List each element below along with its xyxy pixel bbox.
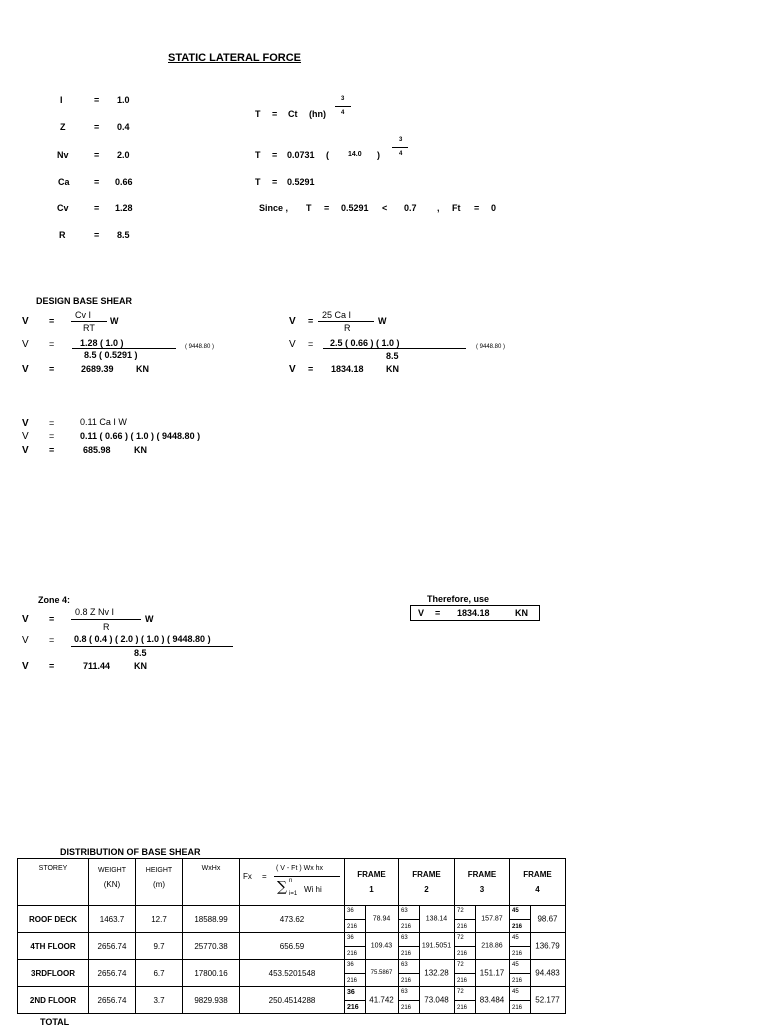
frame1-cell bbox=[345, 906, 399, 933]
v-symbol: V bbox=[418, 608, 425, 618]
header-label: WxHx bbox=[201, 865, 221, 872]
frame2-cell bbox=[399, 987, 455, 1014]
weight-symbol: W bbox=[378, 316, 387, 326]
substitution-denominator: 8.5 bbox=[134, 648, 147, 658]
equals-sign: = bbox=[49, 316, 55, 326]
ratio-top: 72 bbox=[457, 935, 464, 941]
v-symbol: V bbox=[22, 431, 29, 442]
col-frame1 bbox=[345, 859, 399, 906]
fraction-bar bbox=[72, 348, 176, 349]
ratio-bottom: 216 bbox=[512, 978, 523, 984]
equals-sign: = bbox=[474, 203, 480, 213]
header-number: 3 bbox=[479, 885, 485, 894]
v-symbol: V bbox=[22, 661, 29, 672]
equals-sign: = bbox=[435, 608, 441, 618]
total-label: TOTAL bbox=[40, 1017, 70, 1027]
frame-value: 75.5867 bbox=[370, 970, 393, 976]
ratio-bottom: 216 bbox=[457, 924, 468, 930]
summation-upper: n bbox=[289, 878, 293, 884]
period-symbol: T bbox=[255, 109, 261, 119]
ratio-box bbox=[399, 906, 420, 932]
header-label: STOREY bbox=[38, 865, 68, 872]
param-value: 1.0 bbox=[117, 95, 130, 105]
param-key: Cv bbox=[57, 203, 69, 213]
param-eq: = bbox=[94, 122, 100, 132]
frame3-cell bbox=[455, 960, 510, 987]
param-key: Z bbox=[60, 122, 66, 132]
equals-sign: = bbox=[272, 109, 278, 119]
equals-sign: = bbox=[308, 364, 314, 374]
frame2-cell bbox=[399, 960, 455, 987]
weight-cell: 1463.7 bbox=[89, 906, 136, 933]
storey-cell: 4TH FLOOR bbox=[18, 933, 89, 960]
fx-cell: 453.5201548 bbox=[240, 960, 345, 987]
substitution-numerator: 1.28 ( 1.0 ) bbox=[80, 338, 124, 348]
hn-value: 14.0 bbox=[348, 151, 362, 158]
summation-icon: ∑ bbox=[277, 879, 287, 895]
comma: , bbox=[437, 203, 440, 213]
ratio-bottom: 216 bbox=[512, 1005, 523, 1011]
zone-title: Zone 4: bbox=[38, 595, 71, 605]
ratio-bottom: 216 bbox=[401, 951, 412, 957]
exponent-numerator: 3 bbox=[399, 137, 403, 143]
v-symbol: V bbox=[22, 339, 29, 350]
param-key: Ca bbox=[58, 177, 70, 187]
col-fx bbox=[240, 859, 345, 906]
exponent-denominator: 4 bbox=[399, 151, 403, 157]
header-label: FRAME bbox=[412, 870, 441, 879]
v-symbol: V bbox=[22, 418, 29, 429]
ratio-bottom: 216 bbox=[347, 924, 358, 930]
result-value: 685.98 bbox=[83, 445, 111, 455]
frame-value: 109.43 bbox=[370, 942, 393, 950]
header-unit: (KN) bbox=[103, 880, 121, 889]
frame1-cell bbox=[345, 960, 399, 987]
v-symbol: V bbox=[22, 364, 29, 375]
header-number: 4 bbox=[535, 885, 540, 894]
distribution-table bbox=[17, 858, 566, 1014]
param-value: 0.66 bbox=[115, 177, 133, 187]
ratio-box bbox=[399, 933, 420, 959]
frame4-cell bbox=[510, 933, 566, 960]
frame1-cell bbox=[345, 987, 399, 1014]
fx-denominator: Wi hi bbox=[304, 885, 322, 894]
header-number: 1 bbox=[369, 885, 374, 894]
fx-cell: 473.62 bbox=[240, 906, 345, 933]
ratio-top: 72 bbox=[457, 989, 464, 995]
col-frame3 bbox=[455, 859, 510, 906]
height-cell: 3.7 bbox=[136, 987, 183, 1014]
ratio-box bbox=[345, 987, 366, 1013]
table-row bbox=[18, 987, 566, 1014]
ratio-top: 63 bbox=[401, 962, 408, 968]
fraction-bar bbox=[274, 876, 340, 877]
fx-cell: 656.59 bbox=[240, 933, 345, 960]
fraction-numerator: 25 Ca I bbox=[322, 310, 352, 320]
storey-cell: 2ND FLOOR bbox=[18, 987, 89, 1014]
frame1-cell bbox=[345, 933, 399, 960]
ratio-top: 63 bbox=[401, 908, 408, 914]
header-label: FRAME bbox=[467, 870, 497, 879]
period-symbol: T bbox=[306, 203, 312, 213]
ratio-bottom: 216 bbox=[347, 951, 358, 957]
substitution-denominator: 8.5 ( 0.5291 ) bbox=[84, 350, 138, 360]
frame-value: 191.5051 bbox=[421, 942, 452, 950]
ratio-box bbox=[510, 933, 531, 959]
ct-value: 0.0731 bbox=[287, 150, 315, 160]
wxhx-cell: 9829.938 bbox=[183, 987, 240, 1014]
fx-symbol: Fx bbox=[243, 872, 252, 881]
equals-sign: = bbox=[49, 431, 55, 441]
ratio-bottom: 216 bbox=[457, 951, 468, 957]
v-symbol: V bbox=[22, 316, 29, 327]
result-value: 1834.18 bbox=[331, 364, 364, 374]
ratio-top: 36 bbox=[347, 935, 354, 941]
result-value: 1834.18 bbox=[457, 608, 490, 618]
table-row bbox=[18, 933, 566, 960]
frame3-cell bbox=[455, 987, 510, 1014]
substitution: 0.11 ( 0.66 ) ( 1.0 ) ( 9448.80 ) bbox=[80, 431, 201, 441]
frame-value: 52.177 bbox=[535, 995, 560, 1005]
design-base-shear-title: DESIGN BASE SHEAR bbox=[36, 296, 133, 306]
ratio-bottom: 216 bbox=[457, 1005, 468, 1011]
param-key: I bbox=[60, 95, 63, 105]
hn-symbol: (hn) bbox=[309, 109, 326, 119]
equals-sign: = bbox=[324, 203, 330, 213]
frame-value: 83.484 bbox=[479, 995, 505, 1005]
frame4-cell bbox=[510, 906, 566, 933]
v-symbol: V bbox=[289, 339, 296, 350]
frame-value: 41.742 bbox=[369, 995, 394, 1005]
fraction-denominator: R bbox=[103, 622, 110, 632]
substitution-numerator: 2.5 ( 0.66 ) ( 1.0 ) bbox=[330, 338, 400, 348]
weight-cell: 2656.74 bbox=[89, 960, 136, 987]
unit-label: KN bbox=[515, 608, 528, 618]
header-label: HEIGHT bbox=[145, 867, 173, 874]
page-title: STATIC LATERAL FORCE bbox=[168, 52, 302, 64]
ratio-bottom: 216 bbox=[347, 978, 358, 984]
ratio-box bbox=[455, 987, 476, 1013]
ratio-top: 45 bbox=[512, 935, 519, 941]
equals-sign: = bbox=[49, 614, 55, 624]
equals-sign: = bbox=[49, 635, 55, 645]
ratio-top: 36 bbox=[347, 908, 354, 914]
param-eq: = bbox=[94, 150, 100, 160]
header-label: FRAME bbox=[523, 870, 552, 879]
weight-symbol: W bbox=[110, 316, 119, 326]
v-symbol: V bbox=[22, 635, 29, 646]
fraction-bar bbox=[318, 321, 374, 322]
exponent-numerator: 3 bbox=[341, 96, 345, 102]
fraction-bar bbox=[71, 619, 141, 620]
frame-value: 73.048 bbox=[424, 995, 449, 1005]
ratio-box bbox=[455, 960, 476, 986]
result-value: 2689.39 bbox=[81, 364, 114, 374]
frame-value: 98.67 bbox=[537, 914, 558, 924]
period-symbol: T bbox=[255, 150, 261, 160]
fraction-bar bbox=[323, 348, 466, 349]
wxhx-cell: 18588.99 bbox=[183, 906, 240, 933]
ratio-box bbox=[345, 933, 366, 959]
param-eq: = bbox=[94, 177, 100, 187]
height-cell: 6.7 bbox=[136, 960, 183, 987]
frame2-cell bbox=[399, 906, 455, 933]
fraction-bar bbox=[71, 646, 233, 647]
fraction-numerator: Cv I bbox=[75, 310, 92, 320]
param-value: 2.0 bbox=[117, 150, 130, 160]
weight-cell: 2656.74 bbox=[89, 933, 136, 960]
ratio-bottom: 216 bbox=[401, 924, 412, 930]
ratio-top: 72 bbox=[457, 908, 464, 914]
substitution-weight: ( 9448.80 ) bbox=[185, 344, 215, 350]
limit-value: 0.7 bbox=[404, 203, 417, 213]
col-wxhx bbox=[183, 859, 240, 906]
less-than-sign: < bbox=[382, 203, 388, 213]
ratio-bottom: 216 bbox=[457, 978, 468, 984]
equals-sign: = bbox=[308, 339, 314, 349]
v-symbol: V bbox=[22, 445, 29, 456]
ratio-box bbox=[510, 960, 531, 986]
frame-value: 94.483 bbox=[535, 968, 560, 978]
ratio-box bbox=[510, 906, 531, 932]
table-row bbox=[18, 906, 566, 933]
ratio-top: 45 bbox=[512, 908, 519, 914]
v-symbol: V bbox=[289, 364, 296, 375]
header-label: FRAME bbox=[357, 870, 386, 879]
height-cell: 9.7 bbox=[136, 933, 183, 960]
frame-value: 78.94 bbox=[372, 915, 391, 923]
ratio-box bbox=[345, 906, 366, 932]
header-label: WEIGHT bbox=[98, 867, 126, 874]
fraction-numerator: 0.8 Z Nv I bbox=[75, 607, 115, 617]
height-cell: 12.7 bbox=[136, 906, 183, 933]
substitution-numerator: 0.8 ( 0.4 ) ( 2.0 ) ( 1.0 ) ( 9448.80 ) bbox=[74, 634, 211, 644]
col-storey bbox=[18, 859, 89, 906]
frame4-cell bbox=[510, 960, 566, 987]
param-eq: = bbox=[94, 230, 100, 240]
fraction-bar bbox=[71, 321, 107, 322]
param-eq: = bbox=[94, 203, 100, 213]
table-row bbox=[18, 960, 566, 987]
ratio-top: 63 bbox=[401, 935, 408, 941]
period-value: 0.5291 bbox=[341, 203, 369, 213]
frame-value: 132.28 bbox=[424, 968, 449, 978]
period-symbol: T bbox=[255, 177, 261, 187]
distribution-title: DISTRIBUTION OF BASE SHEAR bbox=[60, 847, 201, 857]
frame4-cell bbox=[510, 987, 566, 1014]
param-key: R bbox=[59, 230, 66, 240]
col-frame4 bbox=[510, 859, 566, 906]
param-value: 1.28 bbox=[115, 203, 133, 213]
header-number: 2 bbox=[424, 885, 429, 894]
equals-sign: = bbox=[49, 418, 55, 428]
formula: 0.11 Ca I W bbox=[80, 417, 127, 427]
table-header-row bbox=[18, 859, 566, 906]
exponent-denominator: 4 bbox=[341, 110, 345, 116]
ratio-top: 45 bbox=[512, 989, 519, 995]
therefore-label: Therefore, use bbox=[427, 594, 490, 604]
ratio-bottom: 216 bbox=[512, 924, 523, 930]
frame-value: 218.86 bbox=[481, 942, 503, 950]
summation-lower: i=1 bbox=[289, 891, 298, 897]
param-value: 0.4 bbox=[117, 122, 130, 132]
ratio-bottom: 216 bbox=[512, 951, 523, 957]
since-label: Since , bbox=[259, 203, 289, 213]
ratio-box bbox=[510, 987, 531, 1013]
frame-value: 151.17 bbox=[479, 968, 505, 978]
col-weight bbox=[89, 859, 136, 906]
ratio-box bbox=[455, 906, 476, 932]
substitution-weight: ( 9448.80 ) bbox=[476, 344, 506, 350]
ratio-top: 45 bbox=[512, 962, 519, 968]
wxhx-cell: 25770.38 bbox=[183, 933, 240, 960]
v-symbol: V bbox=[289, 316, 296, 327]
frame3-cell bbox=[455, 906, 510, 933]
equals-sign: = bbox=[49, 661, 55, 671]
v-symbol: V bbox=[22, 614, 29, 625]
equals-sign: = bbox=[262, 872, 267, 881]
ratio-bottom: 216 bbox=[347, 1004, 359, 1011]
unit-label: KN bbox=[134, 445, 147, 455]
fx-numerator: ( V - Ft ) Wx hx bbox=[276, 865, 324, 872]
ratio-top: 36 bbox=[347, 962, 354, 968]
equals-sign: = bbox=[49, 364, 55, 374]
equals-sign: = bbox=[49, 445, 55, 455]
open-paren: ( bbox=[326, 150, 329, 160]
wxhx-cell: 17800.16 bbox=[183, 960, 240, 987]
ct-symbol: Ct bbox=[288, 109, 298, 119]
ratio-box bbox=[399, 960, 420, 986]
fx-cell: 250.4514288 bbox=[240, 987, 345, 1014]
frame-value: 157.87 bbox=[481, 915, 503, 923]
fraction-denominator: RT bbox=[83, 323, 95, 333]
ratio-top: 72 bbox=[457, 962, 464, 968]
param-key: Nv bbox=[57, 150, 69, 160]
frame3-cell bbox=[455, 933, 510, 960]
header-unit: (m) bbox=[153, 880, 165, 889]
ratio-bottom: 216 bbox=[401, 978, 412, 984]
weight-symbol: W bbox=[145, 614, 154, 624]
col-height bbox=[136, 859, 183, 906]
fraction-denominator: R bbox=[344, 323, 351, 333]
ratio-box bbox=[399, 987, 420, 1013]
close-paren: ) bbox=[377, 150, 380, 160]
fraction-bar bbox=[335, 106, 351, 107]
result-value: 711.44 bbox=[83, 661, 111, 671]
unit-label: KN bbox=[386, 364, 399, 374]
equals-sign: = bbox=[49, 339, 55, 349]
equals-sign: = bbox=[272, 177, 278, 187]
frame-value: 138.14 bbox=[425, 915, 448, 923]
weight-cell: 2656.74 bbox=[89, 987, 136, 1014]
ratio-box bbox=[455, 933, 476, 959]
param-eq: = bbox=[94, 95, 100, 105]
ratio-bottom: 216 bbox=[401, 1005, 412, 1011]
ft-symbol: Ft bbox=[452, 203, 461, 213]
equals-sign: = bbox=[272, 150, 278, 160]
frame-value: 136.79 bbox=[535, 941, 560, 951]
frame2-cell bbox=[399, 933, 455, 960]
col-frame2 bbox=[399, 859, 455, 906]
param-value: 8.5 bbox=[117, 230, 130, 240]
substitution-denominator: 8.5 bbox=[386, 351, 399, 361]
therefore-result-box bbox=[410, 605, 540, 621]
unit-label: KN bbox=[134, 661, 147, 671]
ratio-top: 63 bbox=[401, 989, 408, 995]
ratio-top: 36 bbox=[347, 989, 355, 996]
ft-value: 0 bbox=[491, 203, 497, 213]
unit-label: KN bbox=[136, 364, 149, 374]
fraction-bar bbox=[392, 147, 408, 148]
storey-cell: ROOF DECK bbox=[18, 906, 89, 933]
storey-cell: 3RDFLOOR bbox=[18, 960, 89, 987]
period-value: 0.5291 bbox=[287, 177, 315, 187]
ratio-box bbox=[345, 960, 366, 986]
equals-sign: = bbox=[308, 316, 314, 326]
